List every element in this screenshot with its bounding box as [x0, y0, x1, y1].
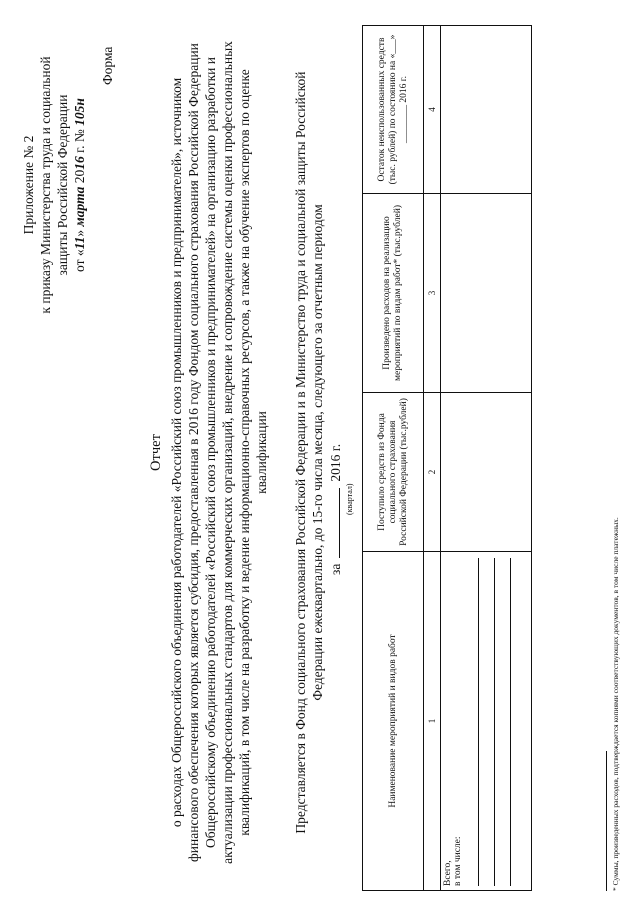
- header-activity-name: Наименование мероприятий и видов работ: [363, 552, 424, 891]
- blank-line: [463, 558, 479, 886]
- footnote-separator: [606, 751, 607, 891]
- period-suffix: 2016 г.: [328, 443, 343, 482]
- date-month: марта: [72, 186, 87, 227]
- report-description: о расходах Общероссийского объединения работодателей «Российский союз промышленников и предпринимателей», источником финансового обеспечения которых является субсидия, предоставленная в 2016 году Фондом социального страхования Российской Федерации Общероссийскому объединению работодателей «Российский союз промышленников и предпринимателей» на организацию разработки и актуализации профессиональных стандартов для коммерческих организаций, внедрение и сопровождение системы оценки профессиональных квалификаций, в том числе на разработку и ведение информационно-справочных ресурсов, а также на обучение экспертов по оценке квалификации: [169, 41, 269, 864]
- column-number: 3: [424, 194, 441, 393]
- appendix-ministry: защиты Российской Федерации: [55, 94, 70, 276]
- report-table: [362, 25, 532, 891]
- table-header-row: [363, 26, 424, 891]
- form-label: Форма: [100, 46, 115, 85]
- column-number: 4: [424, 26, 441, 194]
- empty-cell: [441, 26, 532, 194]
- appendix-header: [20, 25, 88, 345]
- date-mid1: »: [72, 226, 87, 237]
- date-prefix: от «: [72, 249, 87, 272]
- date-number: 105н: [72, 98, 87, 126]
- period-note: (квартал): [345, 483, 354, 515]
- blank-line: [479, 558, 495, 886]
- report-title: Отчет: [148, 434, 164, 471]
- empty-cell: [441, 194, 532, 393]
- including-label: в том числе:: [453, 836, 463, 886]
- date-mid3: г. №: [72, 125, 87, 157]
- table-number-row: [424, 26, 441, 891]
- header-expenses: Произведено расходов на реализацию мероприятий по видам работ* (тыс.рублей): [363, 194, 424, 393]
- date-mid2: 20: [72, 169, 87, 187]
- header-remaining-balance: Остаток неиспользованных средств (тыс. рублей) по состоянию на «___» ________ 2016 г.: [363, 26, 424, 194]
- total-label: Всего,: [443, 860, 453, 886]
- appendix-title: Приложение № 2: [21, 135, 36, 235]
- empty-cell: [441, 393, 532, 552]
- column-number: 1: [424, 552, 441, 891]
- appendix-date-line: [71, 25, 88, 345]
- table-total-row: [441, 26, 532, 891]
- footnote: * Суммы, произведенных расходов, подтверждается копиями соответствующих документов, в том числе платежных.: [611, 517, 620, 891]
- column-number: 2: [424, 393, 441, 552]
- period-prefix: за: [328, 563, 343, 575]
- appendix-order: к приказу Министерства труда и социальной: [38, 56, 53, 314]
- date-year: 16: [72, 156, 87, 170]
- blank-line: [495, 558, 511, 886]
- header-funds-received: Поступило средств из Фонда социального страхования Российской Федерации (тыс.рублей): [363, 393, 424, 552]
- total-cell: [441, 552, 532, 891]
- period-blank: [339, 488, 340, 558]
- submission-instructions: Представляется в Фонд социального страхования Российской Федерации и в Министерство труда и социальной защиты Российской Федерации ежеквартально, до 15-го числа месяца, следующего за отчетным периодом: [293, 71, 325, 834]
- reporting-period: [328, 444, 344, 575]
- date-day: 11: [72, 236, 87, 250]
